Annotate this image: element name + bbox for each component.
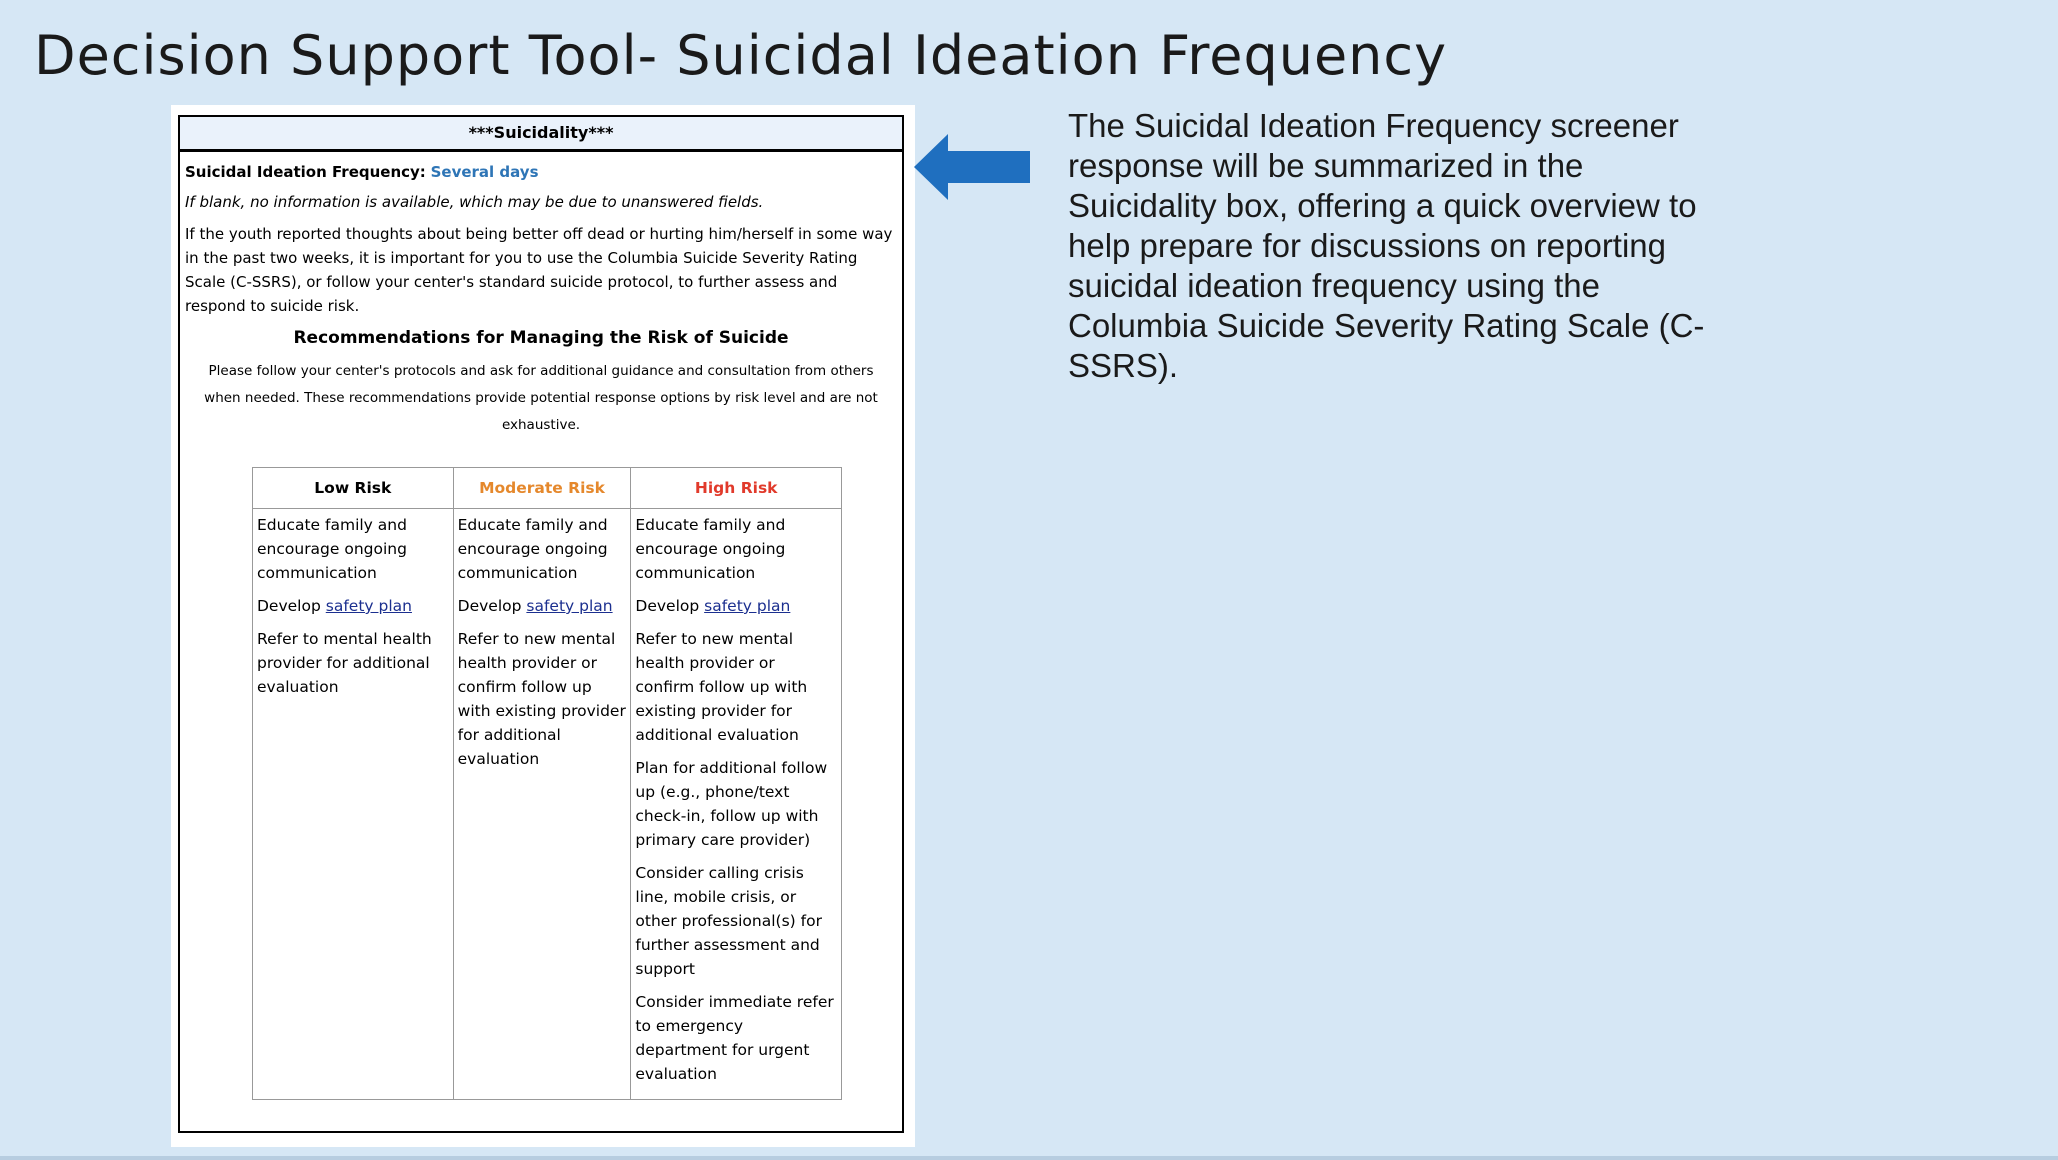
left-arrow-icon: [914, 134, 1030, 200]
frequency-line: [185, 160, 897, 184]
suicidality-header: ***Suicidality***: [180, 117, 902, 152]
frequency-value: Several days: [430, 163, 539, 181]
suicidality-box: [178, 115, 904, 1133]
low-item-educate: Educate family and encourage ongoing communication: [257, 516, 407, 582]
develop-label: Develop: [457, 597, 522, 615]
slide-title: Decision Support Tool- Suicidal Ideation Frequency: [34, 24, 1448, 87]
high-item-refer: Refer to new mental health provider or confirm follow up with existing provider for additional evaluation: [635, 630, 808, 744]
risk-table: [252, 467, 842, 1100]
risk-table-header-row: [253, 468, 842, 509]
risk-table-row: [253, 509, 842, 1100]
low-item-safety-plan: [257, 594, 449, 618]
low-item-refer: Refer to mental health provider for additional evaluation: [257, 630, 432, 696]
develop-label: Develop: [257, 597, 321, 615]
high-item-crisis-line: Consider calling crisis line, mobile crisis, or other professional(s) for further assessment and support: [635, 864, 822, 978]
moderate-risk-cell: [453, 509, 631, 1100]
moderate-item-refer: Refer to new mental health provider or confirm follow up with existing provider for additional evaluation: [457, 630, 626, 768]
low-safety-plan-link[interactable]: safety plan: [325, 597, 412, 615]
high-item-safety-plan: [635, 594, 837, 618]
high-risk-header: High Risk: [631, 468, 842, 509]
high-risk-cell: [631, 509, 842, 1100]
high-safety-plan-link[interactable]: safety plan: [704, 597, 791, 615]
suicidality-box-screenshot: [171, 105, 915, 1147]
moderate-risk-header: Moderate Risk: [453, 468, 631, 509]
frequency-label: Suicidal Ideation Frequency:: [185, 163, 426, 181]
recommendations-title: Recommendations for Managing the Risk of Suicide: [293, 328, 789, 348]
low-risk-cell: [253, 509, 454, 1100]
high-item-follow-up: Plan for additional follow up (e.g., phone/text check-in, follow up with primary care provider): [635, 759, 828, 849]
moderate-item-safety-plan: [458, 594, 627, 618]
high-item-emergency: Consider immediate refer to emergency department for urgent evaluation: [635, 993, 834, 1083]
low-risk-header: Low Risk: [253, 468, 454, 509]
suicidality-body: [180, 152, 902, 1100]
instruction-text: If the youth reported thoughts about being better off dead or hurting him/herself in some way in the past two weeks, it is important for you to use the Columbia Suicide Severity Rating Scale (C-SSRS), or follow your center's standard suicide protocol, to further assess and respond to suicide risk.: [185, 225, 893, 315]
recommendations-intro: Please follow your center's protocols and ask for additional guidance and consultation from others when needed. These recommendations provide potential response options by risk level and are not exhaustive.: [204, 363, 878, 433]
moderate-safety-plan-link[interactable]: safety plan: [526, 597, 613, 615]
high-item-educate: Educate family and encourage ongoing communication: [635, 516, 786, 582]
blank-note: If blank, no information is available, which may be due to unanswered fields.: [185, 193, 764, 211]
develop-label: Develop: [635, 597, 700, 615]
slide-description: The Suicidal Ideation Frequency screener response will be summarized in the Suicidality box, offering a quick overview to help prepare for discussions on reporting suicidal ideation frequency using the Columbia Suicide Severity Rating Scale (C-SSRS).: [1068, 107, 1705, 384]
bottom-divider: [0, 1156, 2058, 1160]
moderate-item-educate: Educate family and encourage ongoing communication: [457, 516, 608, 582]
